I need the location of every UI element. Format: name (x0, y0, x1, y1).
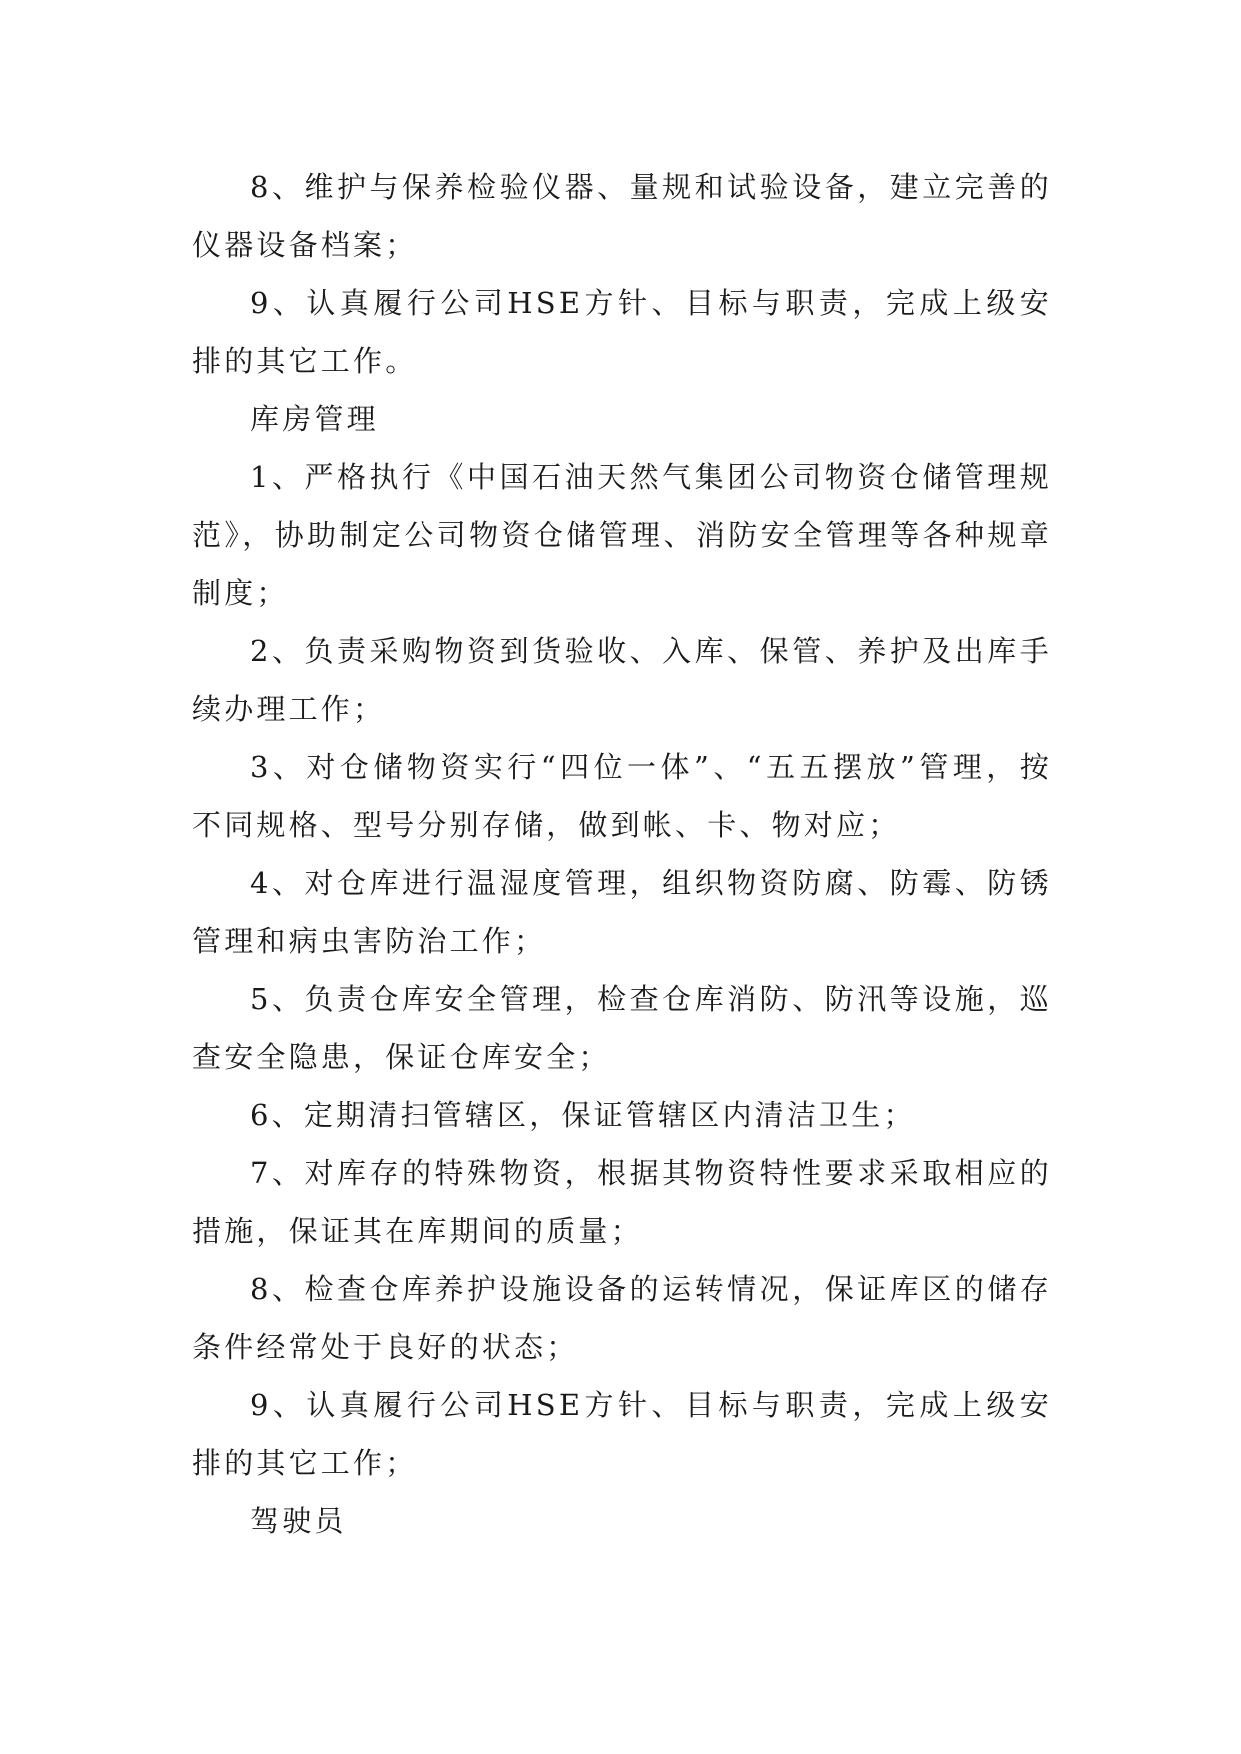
paragraph-warehouse-item-5: 5、负责仓库安全管理，检查仓库消防、防汛等设施，巡查安全隐患，保证仓库安全； (192, 982, 1052, 1074)
paragraph-inspection-item-8: 8、维护与保养检验仪器、量规和试验设备，建立完善的仪器设备档案； (192, 170, 1052, 262)
paragraph-warehouse-item-9: 9、认真履行公司HSE方针、目标与职责，完成上级安排的其它工作； (192, 1388, 1052, 1480)
paragraph-inspection-item-9: 9、认真履行公司HSE方针、目标与职责，完成上级安排的其它工作。 (192, 286, 1052, 378)
document-body (192, 158, 1052, 1550)
paragraph-warehouse-item-4: 4、对仓库进行温湿度管理，组织物资防腐、防霉、防锈管理和病虫害防治工作； (192, 866, 1052, 958)
paragraph-warehouse-item-3: 3、对仓储物资实行“四位一体”、“五五摆放”管理，按不同规格、型号分别存储，做到帐、卡、物对应； (192, 750, 1052, 842)
paragraph-warehouse-item-8: 8、检查仓库养护设施设备的运转情况，保证库区的储存条件经常处于良好的状态； (192, 1272, 1052, 1364)
section-heading-warehouse: 库房管理 (250, 402, 379, 436)
section-heading-driver: 驾驶员 (250, 1504, 347, 1538)
paragraph-warehouse-item-2: 2、负责采购物资到货验收、入库、保管、养护及出库手续办理工作； (192, 634, 1052, 726)
paragraph-warehouse-item-1: 1、严格执行《中国石油天然气集团公司物资仓储管理规范》，协助制定公司物资仓储管理、消防安全管理等各种规章制度； (192, 460, 1052, 610)
paragraph-warehouse-item-6: 6、定期清扫管辖区，保证管辖区内清洁卫生； (250, 1098, 916, 1132)
paragraph-warehouse-item-7: 7、对库存的特殊物资，根据其物资特性要求采取相应的措施，保证其在库期间的质量； (192, 1156, 1052, 1248)
